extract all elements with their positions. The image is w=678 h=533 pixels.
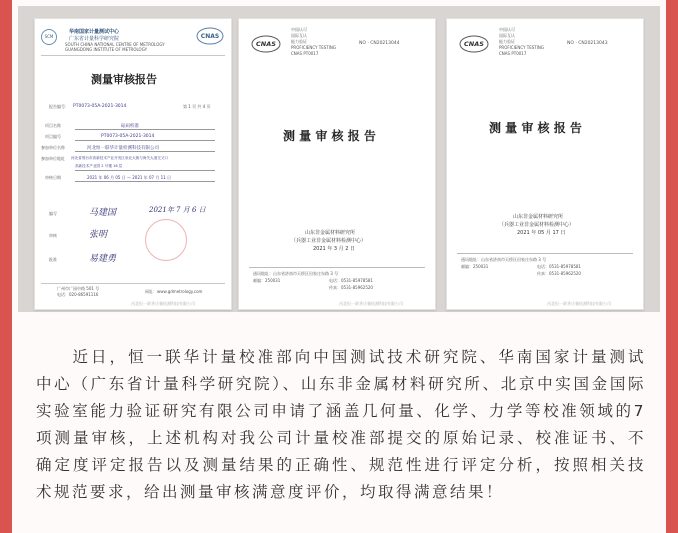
watermark: 河北恒一联华计量检测科技有限公司 — [131, 301, 195, 306]
page-info: 第 1 页 共 4 页 — [183, 104, 211, 109]
recognition-text: CNAS PT0017 — [291, 51, 319, 56]
report-document-shandong-1 — [238, 18, 436, 310]
certificate-no: NO · CN20213043 — [567, 41, 608, 46]
footer-fax: 传真：0531-85962520 — [537, 271, 581, 276]
footer-divider — [457, 253, 633, 254]
recognition-text: 能力验证 — [291, 39, 307, 44]
svg-text:CNAS: CNAS — [200, 33, 220, 40]
report-no: PT0073-05A-2021-3014 — [73, 104, 127, 109]
footer-phone: 电话：0531-85978581 — [329, 278, 373, 283]
footer-phone: 电话：0531-85978581 — [537, 264, 581, 269]
field-label: 参加单位地址 — [41, 156, 65, 161]
certificate-no: NO · CN20213044 — [359, 41, 400, 46]
institute-subname: （兵器工业非金属材料检测中心） — [291, 238, 367, 244]
recognition-text: 能力验证 — [499, 39, 515, 44]
institute-name: 山东非金属材料研究所 — [305, 230, 356, 236]
recognition-text: 中国认可 — [499, 27, 515, 32]
field-underline — [75, 140, 215, 141]
report-title: 测量审核报告 — [91, 73, 157, 86]
field-underline — [75, 151, 215, 152]
org-name-cn: 华南国家计量测试中心 — [69, 29, 120, 35]
footer-divider — [41, 283, 225, 284]
report-title: 测 量 审 核 报 告 — [489, 121, 582, 135]
footer-fax: 传真：0531-85962520 — [329, 285, 373, 290]
field-underline — [75, 129, 215, 130]
recognition-text: 国际互认 — [291, 33, 307, 38]
recognition-text: PROFICIENCY TESTING — [499, 45, 544, 50]
signature: 张明 — [89, 230, 108, 240]
institute-name: 山东非金属材料研究所 — [513, 214, 564, 220]
article-paragraph — [36, 344, 646, 506]
signature: 易建勇 — [89, 254, 117, 264]
header-divider — [41, 55, 225, 56]
recognition-text: 国际互认 — [499, 33, 515, 38]
recognition-text: 中国认可 — [291, 27, 307, 32]
svg-text:CNAS: CNAS — [464, 40, 484, 48]
cnas-logo-icon — [459, 35, 489, 53]
field-value: PT0073-05A-2021-3014 — [101, 134, 155, 139]
svg-text:CNAS: CNAS — [256, 40, 276, 48]
report-no-label: 报告编号： — [49, 104, 69, 109]
field-underline — [75, 170, 215, 171]
field-value: 高新技术产业园 2 号楼 16 层 — [75, 164, 123, 168]
cnas-logo-icon — [195, 27, 225, 45]
org-name-cn-2: 广东省计量科学研究院 — [69, 36, 120, 42]
report-document-shandong-2 — [446, 18, 644, 310]
footer-address: 通讯地址：山东省济南市天桥区田家庄东路 3 号 — [253, 271, 339, 276]
field-value: 河北恒一联华计量检测科技有限公司 — [87, 146, 159, 151]
field-value: 砝码校准 — [121, 124, 139, 129]
footer-address: 广州市广园中路 501 号 — [57, 286, 100, 291]
sign-label: 批准 — [49, 257, 57, 262]
recognition-text: PROFICIENCY TESTING — [291, 45, 336, 50]
org-name-en-2: GUANGDONG INSTITUTE OF METROLOGY — [65, 47, 148, 52]
field-label: 参加单位名称 — [41, 145, 65, 150]
field-label: 审核日期 — [45, 175, 61, 180]
field-label: 项目名称 — [45, 123, 61, 128]
sign-label: 编写 — [49, 211, 57, 216]
watermark: 河北恒一联华计量检测科技有限公司 — [339, 301, 403, 306]
report-date: 2021 年 05 月 17 日 — [517, 230, 566, 236]
signature: 马建国 — [89, 208, 117, 218]
scm-logo-icon: SCM — [41, 29, 57, 45]
field-underline — [75, 181, 215, 182]
footer-address: 通讯地址：山东省济南市天桥区田家庄东路 3 号 — [461, 257, 547, 262]
field-value: 2021 年 06 月 05 日 — 2021 年 07 月 11 日 — [87, 175, 171, 180]
footer-postcode: 邮编：250031 — [461, 264, 489, 269]
org-name-en: SOUTH CHINA NATIONAL CENTRE OF METROLOGY — [65, 42, 165, 47]
sign-label: 审核 — [49, 233, 57, 238]
recognition-text: CNAS PT0017 — [499, 51, 527, 56]
official-stamp — [145, 219, 187, 261]
sign-date: 2021年 7 月 6 日 — [149, 206, 206, 214]
report-date: 2021 年 3 月 2 日 — [313, 246, 356, 252]
institute-subname: （兵器工业非金属材料检测中心） — [499, 222, 575, 228]
watermark: 河北恒一联华计量检测科技有限公司 — [547, 301, 611, 306]
field-value: 河北省邢台市高新技术产业开发区泉北大街与海关大道交叉口 — [71, 156, 169, 160]
cnas-logo-icon — [251, 35, 281, 53]
report-title: 测 量 审 核 报 告 — [283, 129, 376, 143]
footer-phone: 电话：020-86591116 — [57, 292, 99, 297]
footer-website: 网址：www.gdmetrology.com — [145, 289, 203, 294]
footer-postcode: 邮编：250031 — [253, 278, 281, 283]
report-document-scm — [34, 18, 232, 310]
paragraph-text: 近日，恒一联华计量校准部向中国测试技术研究院、华南国家计量测试中心（广东省计量科学研究院）、山东非金属材料研究所、北京中实国金国际实验室能力验证研究有限公司申请了涵盖几何量、化学、力学等校准领域的7项测量审核，上述机构对我公司计量校准部提交的原始记录、校准证书、不确定度评定报告以及测量结果的正确性、规范性进行评定分析，按照相关技术规范要求，给出测量审核满意度评价，均取得满意结果！ — [36, 348, 646, 501]
footer-divider — [249, 267, 425, 268]
field-label: 项目编号 — [45, 134, 61, 139]
